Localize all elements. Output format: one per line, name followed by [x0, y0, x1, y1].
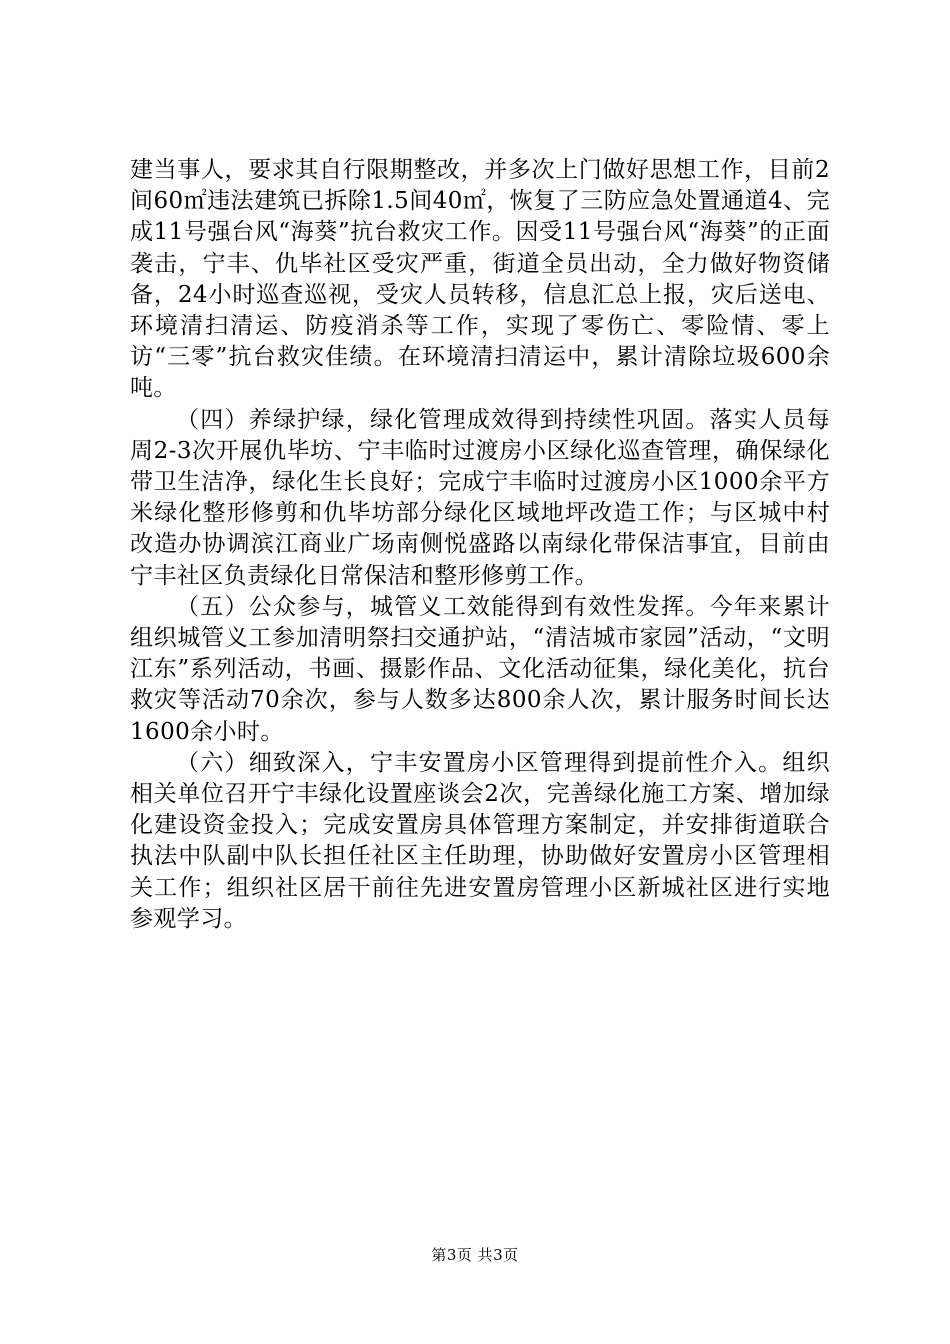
page-footer: 第3页 共3页	[431, 1246, 519, 1264]
paragraph-volunteers: （五）公众参与，城管义工效能得到有效性发挥。今年来累计组织城管义工参加清明祭扫交通护站，“清洁城市家园”活动，“文明江东”系列活动，书画、摄影作品、文化活动征集，绿化美化，抗台救灾等活动70余次，参与人数多达800余人次，累计服务时间长达1600余小时。	[130, 593, 830, 745]
paragraph-resettlement: （六）细致深入，宁丰安置房小区管理得到提前性介入。组织相关单位召开宁丰绿化设置座谈会2次，完善绿化施工方案、增加绿化建设资金投入；完成安置房具体管理方案制定，并安排街道联合执法中队副中队长担任社区主任助理，协助做好安置房小区管理相关工作；组织社区居干前往先进安置房管理小区新城社区进行实地参观学习。	[130, 749, 830, 932]
paragraph-continued: 建当事人，要求其自行限期整改，并多次上门做好思想工作，目前2间60㎡违法建筑已拆除1.5间40㎡，恢复了三防应急处置通道4、完成11号强台风“海葵”抗台救灾工作。因受11号强台风“海葵”的正面袭击，宁丰、仇毕社区受灾严重，街道全员出动，全力做好物资储备，24小时巡查巡视，受灾人员转移，信息汇总上报，灾后送电、环境清扫清运、防疫消杀等工作，实现了零伤亡、零险情、零上访“三零”抗台救灾佳绩。在环境清扫清运中，累计清除垃圾600余吨。	[130, 157, 830, 402]
document-body	[130, 155, 830, 935]
paragraph-greening: （四）养绿护绿，绿化管理成效得到持续性巩固。落实人员每周2-3次开展仇毕坊、宁丰临时过渡房小区绿化巡查管理，确保绿化带卫生洁净，绿化生长良好；完成宁丰临时过渡房小区1000余平方米绿化整形修剪和仇毕坊部分绿化区域地坪改造工作；与区城中村改造办协调滨江商业广场南侧悦盛路以南绿化带保洁事宜，目前由宁丰社区负责绿化日常保洁和整形修剪工作。	[130, 406, 830, 589]
